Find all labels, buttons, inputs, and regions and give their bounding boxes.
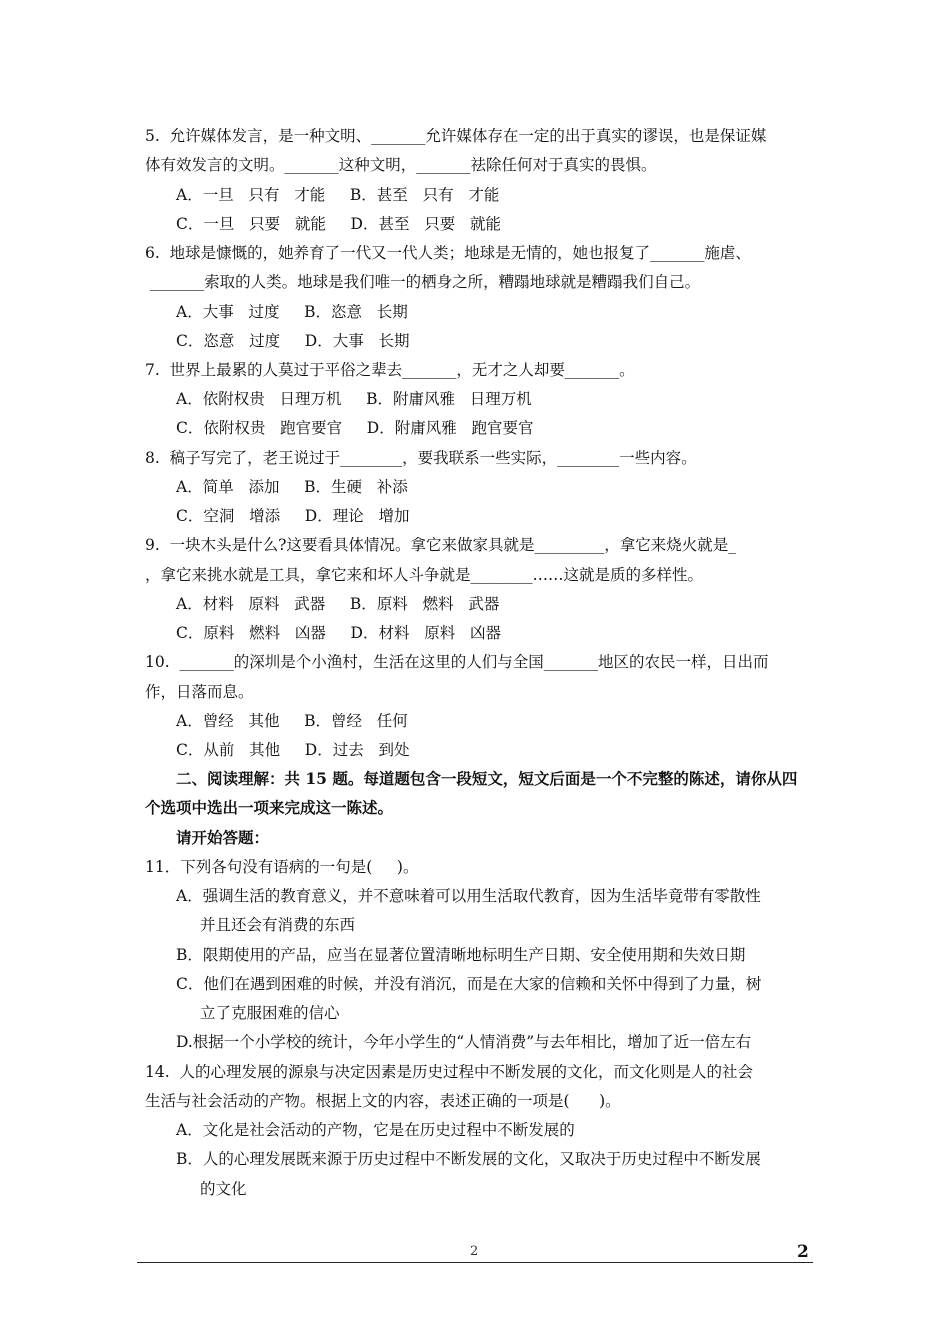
q9-line-2: ，拿它来挑水就是工具，拿它来和坏人斗争就是________……这就是质的多样性。 xyxy=(145,566,704,584)
q5-line-1: 5. 允许媒体发言，是一种文明、_______允许媒体存在一定的出于真实的谬误，也是保证媒 xyxy=(145,127,767,145)
q7-line-1: 7. 世界上最累的人莫过于平俗之辈去_______，无才之人却要_______。 xyxy=(145,361,635,379)
q14-line-1: 14. 人的心理发展的源泉与决定因素是历史过程中不断发展的文化，而文化则是人的社会 xyxy=(145,1063,754,1081)
q9-line-1: 9. 一块木头是什么?这要看具体情况。拿它来做家具就是_________，拿它来烧火就是_ xyxy=(145,536,736,554)
q10-line-1: 10. _______的深圳是个小渔村，生活在这里的人们与全国_______地区的农民一样，日出而 xyxy=(145,653,769,671)
q5-options-cd: C．一旦 只要 就能 D．甚至 只要 就能 xyxy=(176,215,502,233)
q5-line-2: 体有效发言的文明。_______这种文明，_______祛除任何对于真实的畏惧。 xyxy=(145,156,657,174)
footer-page-number: 2 xyxy=(470,1244,479,1259)
q14-line-2: 生活与社会活动的产物。根据上文的内容，表述正确的一项是( )。 xyxy=(145,1092,621,1110)
section-2-heading: 二、阅读理解：共 15 题。每道题包含一段短文，短文后面是一个不完整的陈述，请你从四 xyxy=(176,769,798,788)
footer-page-number-bold: 2 xyxy=(797,1242,809,1262)
q11-option-d: D.根据一个小学校的统计，今年小学生的“人情消费”与去年相比，增加了近一倍左右 xyxy=(176,1033,752,1051)
q11-option-b: B．限期使用的产品，应当在显著位置清晰地标明生产日期、安全使用期和失效日期 xyxy=(176,946,746,964)
q11-option-a-1: A．强调生活的教育意义，并不意味着可以用生活取代教育，因为生活毕竟带有零散性 xyxy=(176,887,761,905)
q10-line-2: 作，日落而息。 xyxy=(145,683,254,701)
q10-options-cd: C．从前 其他 D．过去 到处 xyxy=(176,741,410,759)
footer-rule xyxy=(137,1262,813,1263)
q5-options-ab: A．一旦 只有 才能 B．甚至 只有 才能 xyxy=(176,186,500,204)
section-2-start: 请开始答题： xyxy=(176,828,270,847)
q11-option-c-1: C．他们在遇到困难的时候，并没有消沉，而是在大家的信赖和关怀中得到了力量，树 xyxy=(176,975,762,993)
q9-options-ab: A．材料 原料 武器 B．原料 燃料 武器 xyxy=(176,595,500,613)
q6-options-ab: A．大事 过度 B．恣意 长期 xyxy=(176,303,408,321)
q8-options-cd: C．空洞 增添 D．理论 增加 xyxy=(176,507,410,525)
q14-option-a: A．文化是社会活动的产物，它是在历史过程中不断发展的 xyxy=(176,1121,575,1139)
q11-option-c-2: 立了克服困难的信心 xyxy=(200,1004,340,1022)
q6-options-cd: C．恣意 过度 D．大事 长期 xyxy=(176,332,410,350)
q7-options-ab: A．依附权贵 日理万机 B．附庸风雅 日理万机 xyxy=(176,390,532,408)
q9-options-cd: C．原料 燃料 凶器 D．材料 原料 凶器 xyxy=(176,624,502,642)
q11-stem: 11．下列各句没有语病的一句是( )。 xyxy=(145,858,419,876)
q8-line-1: 8. 稿子写完了，老王说过于________，要我联系一些实际，________一些内容。 xyxy=(145,449,697,467)
q11-option-a-2: 并且还会有消费的东西 xyxy=(200,916,356,934)
q7-options-cd: C．依附权贵 跑官要官 D．附庸风雅 跑官要官 xyxy=(176,419,534,437)
q8-options-ab: A．简单 添加 B．生硬 补添 xyxy=(176,478,408,496)
section-2-heading-cont: 个选项中选出一项来完成这一陈述。 xyxy=(145,798,394,817)
q14-option-b-2: 的文化 xyxy=(200,1180,247,1198)
q14-option-b-1: B．人的心理发展既来源于历史过程中不断发展的文化，又取决于历史过程中不断发展 xyxy=(176,1150,761,1168)
q10-options-ab: A．曾经 其他 B．曾经 任何 xyxy=(176,712,408,730)
q6-line-2: _______索取的人类。地球是我们唯一的栖身之所，糟蹋地球就是糟蹋我们自己。 xyxy=(145,273,701,291)
q6-line-1: 6. 地球是慷慨的，她养育了一代又一代人类；地球是无情的，她也报复了_______施虐、 xyxy=(145,244,751,262)
